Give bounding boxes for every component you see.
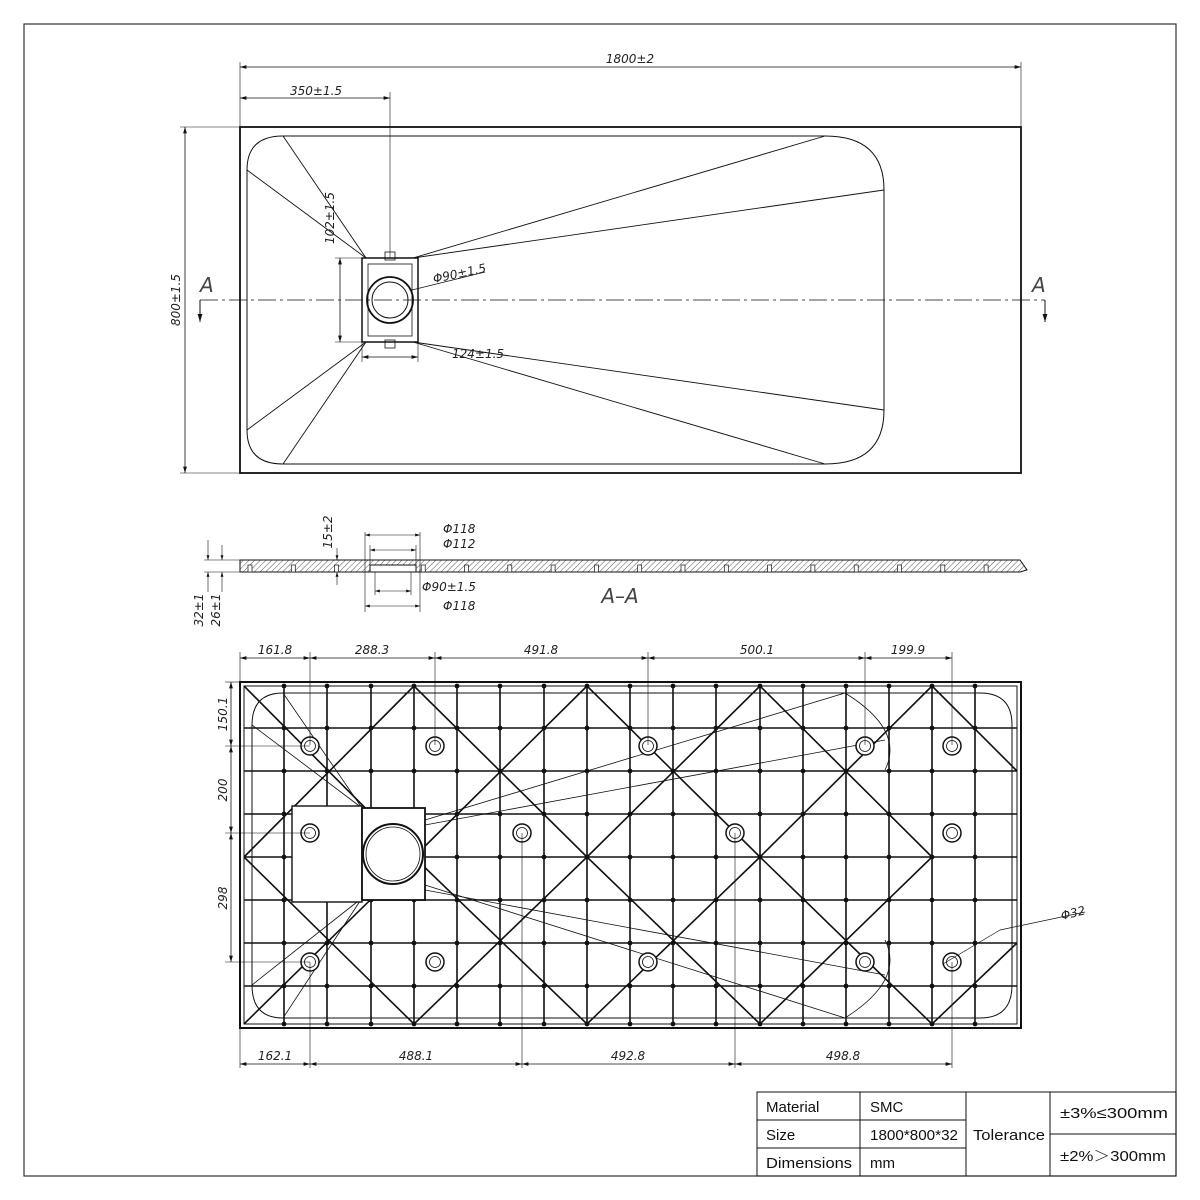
dim-drain-box-h: 124±1.5 — [452, 347, 505, 361]
rib-node — [714, 855, 719, 860]
rib-node — [412, 941, 417, 946]
rib-node — [282, 769, 287, 774]
rib-node — [325, 769, 330, 774]
section-rib — [854, 565, 858, 572]
rib-node — [930, 984, 935, 989]
rib-node — [542, 726, 547, 731]
rib-node — [887, 1022, 892, 1027]
rib-node — [282, 984, 287, 989]
section-mark-right: A — [1032, 273, 1046, 297]
rib-node — [714, 1022, 719, 1027]
rib-node — [369, 726, 374, 731]
rib-node — [758, 898, 763, 903]
rib-node — [758, 769, 763, 774]
rib-node — [887, 855, 892, 860]
rib-node — [801, 769, 806, 774]
rib-node — [801, 684, 806, 689]
tolerance-label: Tolerance — [973, 1127, 1045, 1144]
rib-node — [671, 1022, 676, 1027]
rib-node — [844, 726, 849, 731]
rib-node — [412, 984, 417, 989]
rib-node — [455, 769, 460, 774]
rib-node — [887, 898, 892, 903]
dim-d118-bot: Φ118 — [443, 599, 476, 613]
rib-node — [930, 1022, 935, 1027]
rib-node — [714, 812, 719, 817]
rib-node — [973, 726, 978, 731]
rib-node — [455, 941, 460, 946]
rib-node — [455, 812, 460, 817]
rib-node — [325, 941, 330, 946]
rib-node — [369, 769, 374, 774]
rib-node — [412, 1022, 417, 1027]
left-dim-2: 200 — [216, 778, 230, 802]
rib-node — [930, 855, 935, 860]
rib-node — [714, 984, 719, 989]
section-rib — [335, 565, 339, 572]
rib-node — [282, 812, 287, 817]
rib-node — [282, 855, 287, 860]
rib-node — [714, 898, 719, 903]
section-label: A–A — [601, 584, 639, 608]
dim-drain-dia: Φ90±1.5 — [431, 261, 488, 286]
rib-node — [887, 812, 892, 817]
rib-node — [325, 726, 330, 731]
dimensions-label: Dimensions — [766, 1155, 852, 1172]
rib-node — [412, 726, 417, 731]
rib-node — [758, 1022, 763, 1027]
leg-hole — [856, 953, 874, 971]
section-rib — [941, 565, 945, 572]
rib-node — [282, 726, 287, 731]
rib-node — [412, 684, 417, 689]
rib-node — [671, 812, 676, 817]
rib-node — [585, 984, 590, 989]
rib-node — [628, 855, 633, 860]
section-rib — [594, 565, 598, 572]
rib-node — [844, 941, 849, 946]
rib-node — [973, 984, 978, 989]
rib-node — [628, 812, 633, 817]
rib-node — [369, 1022, 374, 1027]
rib-node — [498, 941, 503, 946]
bottom-dim-8: 492.8 — [610, 1049, 646, 1063]
bottom-dim-1: 161.8 — [257, 643, 293, 657]
bottom-dim-6: 162.1 — [257, 1049, 293, 1063]
rib-node — [844, 898, 849, 903]
section-mark-left: A — [200, 273, 214, 297]
drain-outlet-bottom — [363, 824, 423, 884]
rib-node — [671, 684, 676, 689]
rib-node — [887, 769, 892, 774]
rib-node — [887, 984, 892, 989]
tolerance-rule-2: ±2%＞300mm — [1060, 1148, 1166, 1165]
bottom-dim-2: 288.3 — [354, 643, 390, 657]
section-rib — [421, 565, 425, 572]
dim-d118-top: Φ118 — [443, 522, 476, 536]
rib-node — [585, 1022, 590, 1027]
rib-node — [628, 984, 633, 989]
rib-node — [542, 898, 547, 903]
section-rib — [291, 565, 295, 572]
rib-node — [585, 898, 590, 903]
rib-node — [455, 1022, 460, 1027]
rib-node — [887, 684, 892, 689]
rib-node — [930, 726, 935, 731]
rib-node — [542, 855, 547, 860]
rib-node — [973, 898, 978, 903]
rib-node — [325, 1022, 330, 1027]
rib-node — [714, 726, 719, 731]
rib-node — [930, 898, 935, 903]
rib-node — [930, 812, 935, 817]
rib-node — [455, 726, 460, 731]
section-rib — [768, 565, 772, 572]
rib-node — [844, 984, 849, 989]
rib-node — [844, 812, 849, 817]
tolerance-rule-1: ±3%≤300mm — [1060, 1105, 1168, 1122]
rib-node — [498, 984, 503, 989]
rib-node — [714, 684, 719, 689]
rib-node — [498, 898, 503, 903]
rib-node — [542, 1022, 547, 1027]
section-rib — [984, 565, 988, 572]
rib-node — [714, 941, 719, 946]
rib-node — [801, 1022, 806, 1027]
section-rib — [898, 565, 902, 572]
leg-hole — [639, 953, 657, 971]
rib-node — [758, 984, 763, 989]
section-rib — [638, 565, 642, 572]
material-value: SMC — [870, 1099, 904, 1116]
rib-node — [887, 726, 892, 731]
rib-node — [455, 898, 460, 903]
rib-node — [498, 769, 503, 774]
rib-node — [455, 684, 460, 689]
rib-node — [671, 726, 676, 731]
rib-node — [758, 855, 763, 860]
rib-node — [801, 984, 806, 989]
rib-node — [369, 684, 374, 689]
rib-node — [801, 726, 806, 731]
rib-node — [930, 941, 935, 946]
title-block-text — [766, 1099, 1168, 1172]
rib-node — [628, 726, 633, 731]
rib-node — [628, 1022, 633, 1027]
rib-node — [628, 769, 633, 774]
rib-node — [542, 941, 547, 946]
rib-node — [585, 684, 590, 689]
bottom-dim-3: 491.8 — [523, 643, 559, 657]
rib-node — [973, 855, 978, 860]
rib-node — [282, 684, 287, 689]
dimensions-value: mm — [870, 1155, 895, 1172]
left-dim-3: 298 — [216, 886, 230, 910]
bottom-dim-5: 199.9 — [890, 643, 926, 657]
rib-node — [455, 984, 460, 989]
rib-node — [973, 1022, 978, 1027]
section-rib — [508, 565, 512, 572]
rib-node — [973, 812, 978, 817]
rib-node — [973, 769, 978, 774]
drain-section — [370, 565, 416, 572]
rib-node — [282, 941, 287, 946]
rib-node — [325, 984, 330, 989]
rib-node — [498, 812, 503, 817]
rib-node — [973, 684, 978, 689]
rib-node — [585, 855, 590, 860]
dim-d112: Φ112 — [443, 537, 476, 551]
rib-node — [498, 1022, 503, 1027]
rib-node — [369, 984, 374, 989]
rib-node — [801, 855, 806, 860]
section-rib — [724, 565, 728, 572]
rib-node — [542, 684, 547, 689]
rib-node — [282, 1022, 287, 1027]
dim-d90: Φ90±1.5 — [422, 580, 476, 594]
dim-total-height: 32±1 — [192, 593, 206, 627]
rib-node — [325, 684, 330, 689]
top-view — [180, 62, 1045, 473]
section-rib — [811, 565, 815, 572]
leg-hole — [943, 824, 961, 842]
rib-node — [758, 941, 763, 946]
rib-node — [628, 684, 633, 689]
rib-node — [455, 855, 460, 860]
rib-node — [671, 855, 676, 860]
dim-drain-box: 102±1.5 — [323, 191, 337, 245]
rib-node — [758, 684, 763, 689]
size-value: 1800*800*32 — [870, 1127, 958, 1144]
rib-node — [930, 769, 935, 774]
rib-node — [758, 812, 763, 817]
bottom-dim-4: 500.1 — [739, 643, 775, 657]
rib-node — [628, 898, 633, 903]
rib-node — [671, 984, 676, 989]
rib-node — [498, 684, 503, 689]
rib-node — [412, 769, 417, 774]
size-label: Size — [766, 1127, 796, 1144]
bottom-dim-7: 488.1 — [398, 1049, 434, 1063]
section-rib — [465, 565, 469, 572]
section-rib — [248, 565, 252, 572]
rib-node — [671, 898, 676, 903]
rib-node — [930, 684, 935, 689]
rib-node — [585, 726, 590, 731]
rib-node — [282, 898, 287, 903]
rib-node — [498, 855, 503, 860]
rib-node — [801, 898, 806, 903]
rib-node — [369, 941, 374, 946]
bottom-dim-9: 498.8 — [825, 1049, 861, 1063]
rib-node — [801, 812, 806, 817]
section-rib — [551, 565, 555, 572]
dim-lip: 15±2 — [321, 515, 335, 549]
dim-hole-dia: Φ32 — [1059, 903, 1087, 923]
rib-node — [628, 941, 633, 946]
bottom-view — [225, 652, 1085, 1068]
rib-node — [542, 769, 547, 774]
rib-node — [542, 812, 547, 817]
rib-node — [801, 941, 806, 946]
rib-node — [844, 855, 849, 860]
rib-node — [542, 984, 547, 989]
rib-node — [585, 941, 590, 946]
rib-node — [758, 726, 763, 731]
rib-node — [671, 941, 676, 946]
section-rib — [681, 565, 685, 572]
rib-node — [671, 769, 676, 774]
rib-node — [498, 726, 503, 731]
rib-node — [585, 812, 590, 817]
rib-node — [844, 769, 849, 774]
leg-hole — [426, 953, 444, 971]
drain-support — [292, 806, 362, 902]
dim-tray-height: 26±1 — [209, 593, 223, 627]
dim-width: 800±1.5 — [169, 273, 183, 327]
material-label: Material — [766, 1099, 820, 1116]
rib-node — [844, 1022, 849, 1027]
dim-length: 1800±2 — [605, 52, 655, 66]
rib-node — [844, 684, 849, 689]
dim-drain-offset: 350±1.5 — [289, 84, 343, 98]
left-dim-1: 150.1 — [216, 696, 230, 732]
